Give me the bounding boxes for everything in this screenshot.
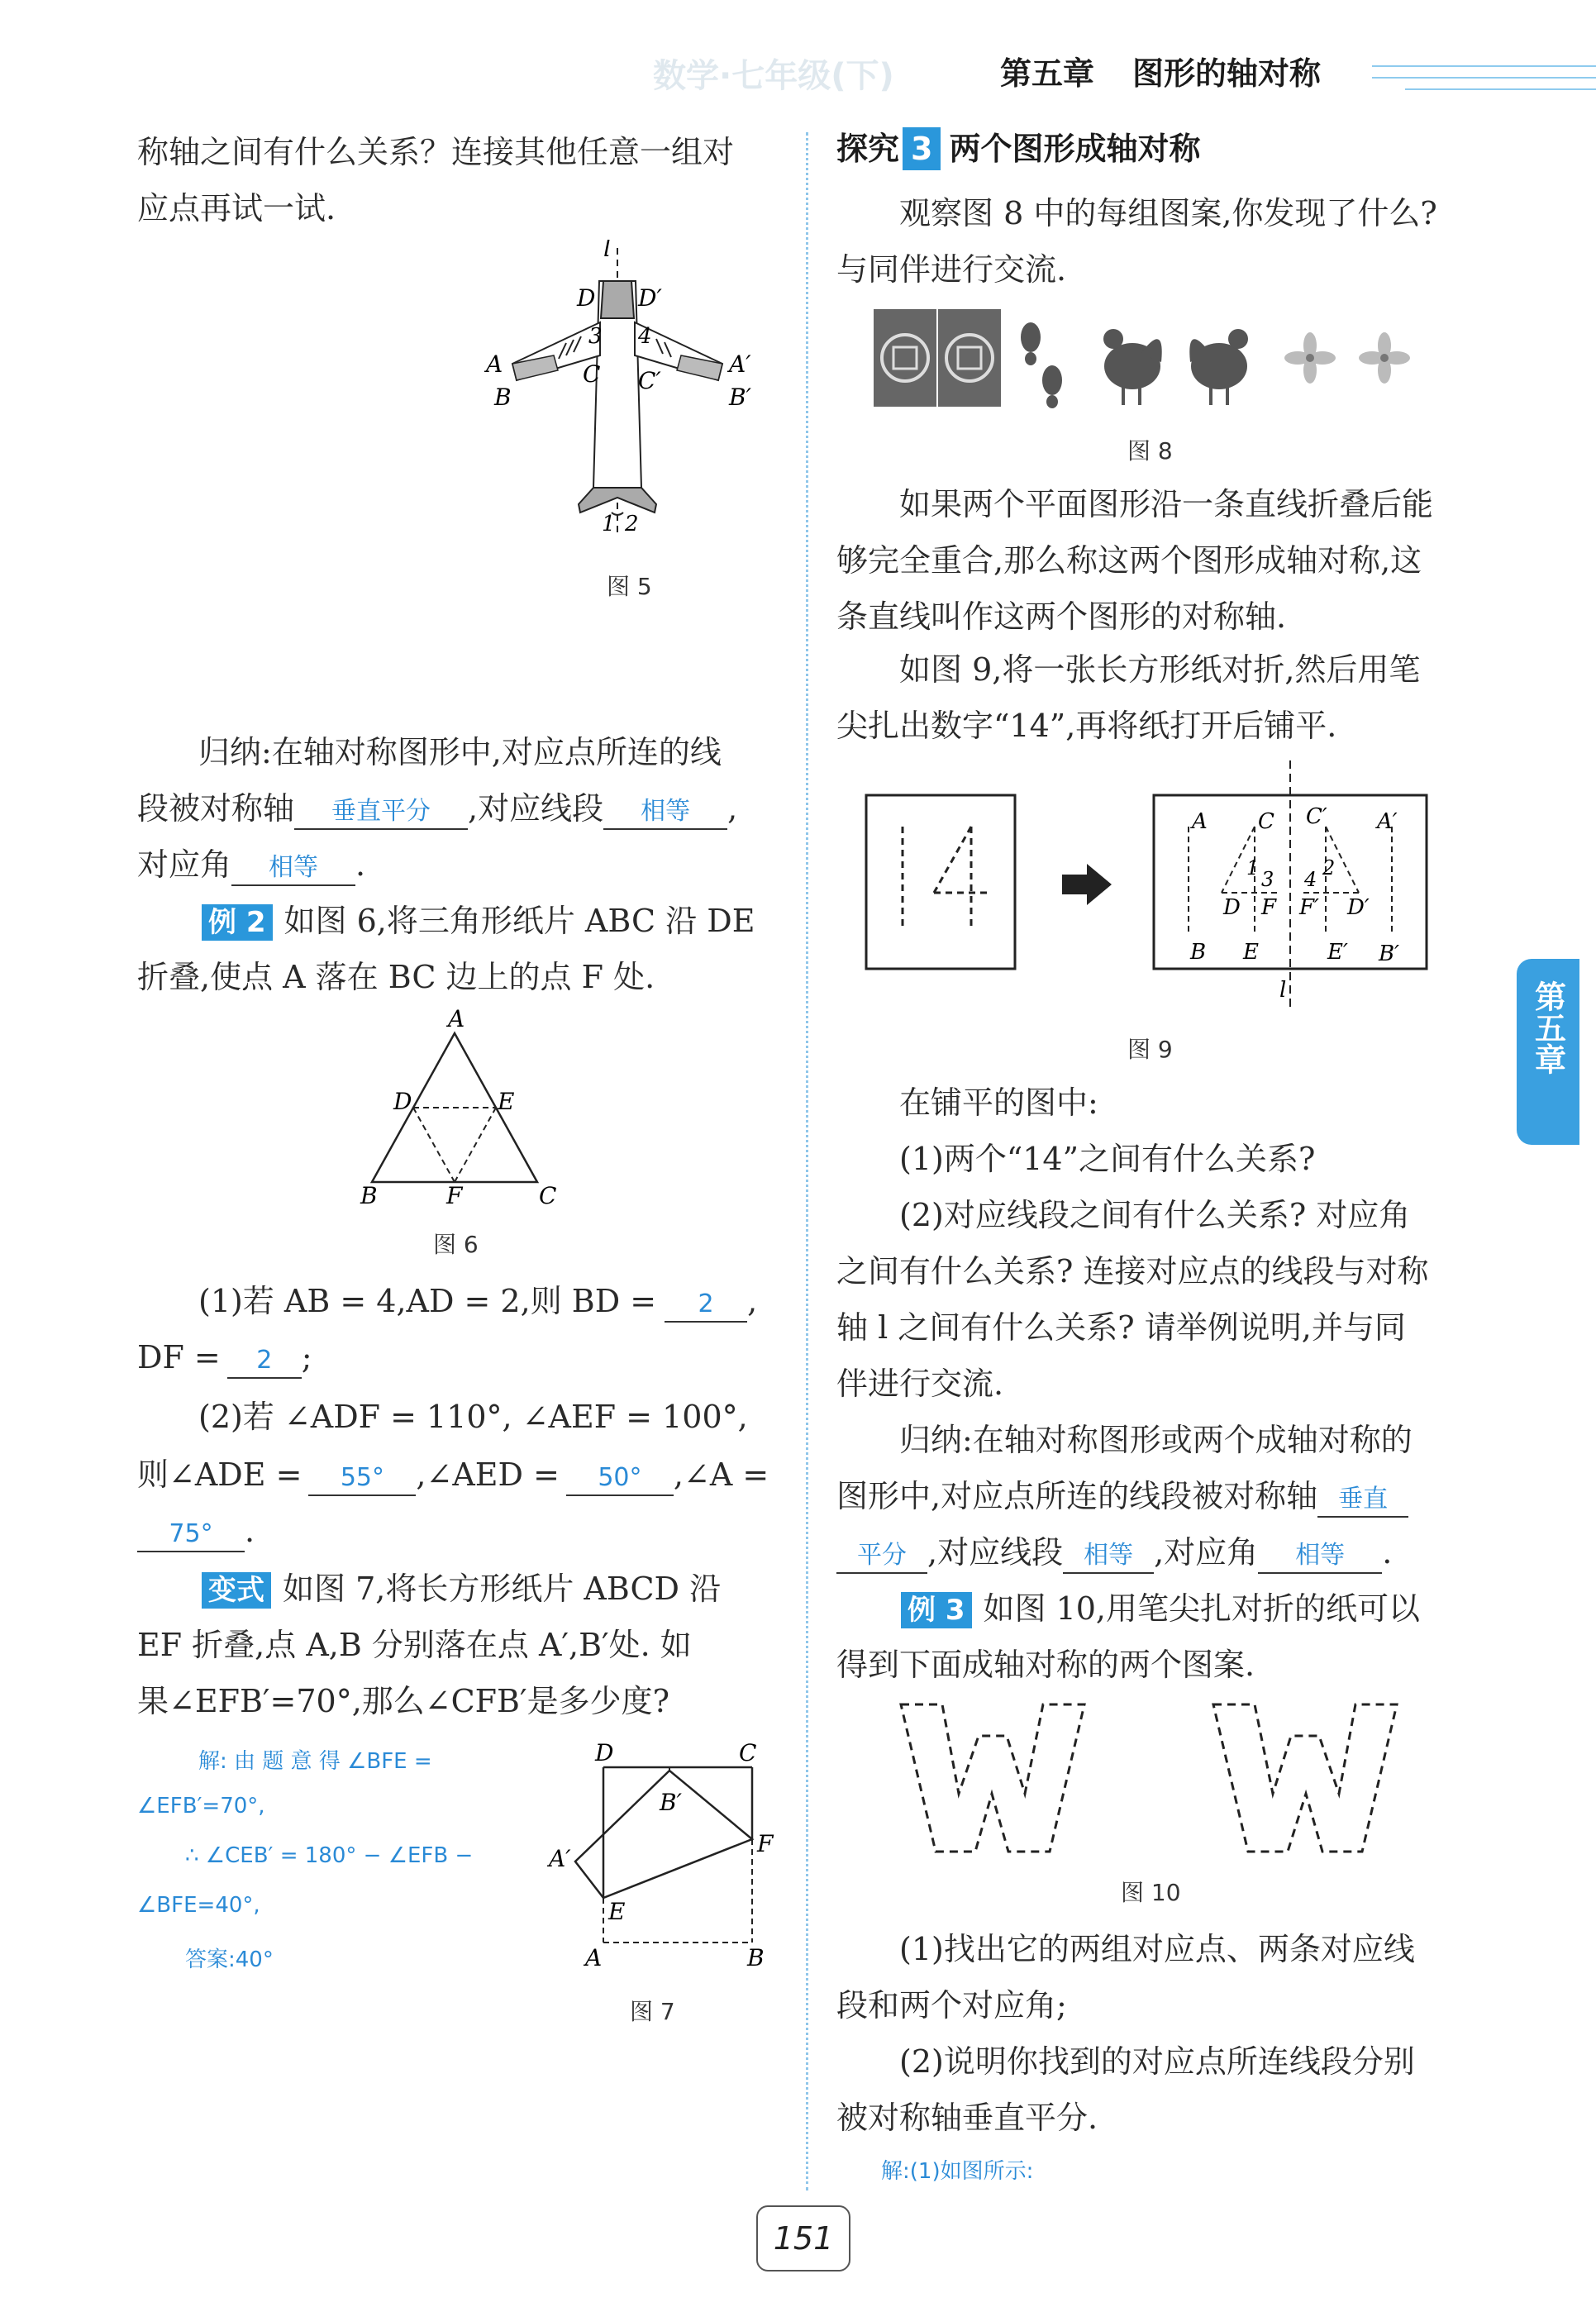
svg-text:A′: A′ [549, 1845, 571, 1872]
left-summary-line2 [137, 780, 737, 837]
figure-7-rectangle-fold [545, 1736, 785, 1976]
w-pattern-left [901, 1704, 1084, 1852]
right-q2-line4: 伴进行交流. [836, 1366, 1004, 1402]
svg-text:D: D [577, 284, 596, 312]
svg-text:B: B [360, 1182, 378, 1207]
example3-answer: 解:(1)如图所示: [881, 2159, 1034, 2184]
right-def-line1: 如果两个平面图形沿一条直线折叠后能 [899, 486, 1434, 522]
svg-text:C′: C′ [638, 367, 661, 394]
variant-text1: 如图 7,将长方形纸片 ABCD 沿 [283, 1571, 722, 1607]
svg-text:B: B [494, 384, 512, 411]
header-bar [0, 0, 1596, 116]
w-pattern-right [1213, 1704, 1397, 1852]
figure-10-w-patterns [893, 1695, 1422, 1860]
svg-text:F: F [1261, 895, 1277, 920]
variant-line2: EF 折叠,点 A,B 分别落在点 A′,B′处. 如 [137, 1627, 692, 1663]
svg-text:A: A [486, 350, 503, 378]
svg-text:A′: A′ [729, 350, 751, 378]
svg-text:B′: B′ [1379, 941, 1400, 966]
example2-q1-line2 [137, 1329, 312, 1385]
figure-7-caption: 图 7 [630, 1998, 675, 2025]
chapter-side-tab-text: 第五章 [1529, 980, 1566, 1075]
figure-6-triangle [355, 1008, 570, 1207]
right-summary-line2 [836, 1468, 1408, 1524]
svg-text:2: 2 [625, 512, 639, 536]
variant-solution-answer: 答案:40° [185, 1947, 274, 1972]
right-q2-line2: 之间有什么关系? 连接对应点的线段与对称 [836, 1253, 1429, 1289]
left-summary-line3-end: . [355, 846, 366, 883]
footprints [1021, 322, 1062, 408]
example2-q2-line3 [137, 1503, 255, 1559]
right-summary-blank-segments: 相等 [1063, 1539, 1154, 1574]
example3-line2: 得到下面成轴对称的两个图案. [836, 1647, 1255, 1683]
variant-solution-line3: ∴ ∠CEB′ = 180° − ∠EFB − [185, 1843, 474, 1868]
svg-text:C: C [583, 360, 601, 388]
svg-text:4: 4 [638, 324, 652, 349]
right-p2-line2: 尖扎出数字“14”,再将纸打开后铺平. [836, 708, 1337, 744]
figure-5-airplane [479, 240, 793, 546]
flower-right [1359, 332, 1410, 384]
svg-text:D′: D′ [638, 284, 662, 312]
right-q2-line1: (2)对应线段之间有什么关系? 对应角 [899, 1197, 1411, 1233]
example2-q2-line1: (2)若 ∠ADF = 110°, ∠AEF = 100°, [198, 1399, 748, 1435]
example2-q1-line2-end: ; [301, 1339, 312, 1375]
example3-q1-line1: (1)找出它的两组对应点、两条对应线 [899, 1931, 1415, 1967]
svg-text:D: D [393, 1088, 412, 1115]
variant-tag: 变式 [202, 1572, 271, 1609]
svg-text:l: l [603, 240, 611, 262]
variant-solution-line4: ∠BFE=40°, [137, 1893, 260, 1918]
header-series: 数学·七年级(下) [653, 57, 894, 95]
example2-blank-a: 75° [137, 1518, 245, 1552]
right-def-line2: 够完全重合,那么称这两个图形成轴对称,这 [836, 542, 1422, 579]
example3-q1-line2: 段和两个对应角; [836, 1987, 1067, 2024]
explore-tag: 探究 [836, 131, 900, 167]
right-summary-line3 [836, 1524, 1392, 1580]
left-summary-line3 [137, 837, 365, 893]
example2-q1-end: , [747, 1283, 758, 1319]
right-q-intro: 在铺平的图中: [899, 1084, 1098, 1121]
svg-text:1: 1 [1246, 856, 1260, 880]
page-number: 151 [773, 2220, 834, 2257]
page-number-box [756, 2205, 850, 2271]
figure-8-caption: 图 8 [1127, 437, 1173, 465]
example2-q1-text: (1)若 AB = 4,AD = 2,则 BD = [198, 1283, 657, 1319]
svg-text:E′: E′ [1327, 940, 1348, 965]
left-summary-blank-segments: 相等 [603, 795, 727, 830]
svg-text:B′: B′ [729, 384, 751, 411]
figure-8-patterns [872, 304, 1434, 412]
svg-text:B′: B′ [660, 1789, 682, 1816]
figure-9-caption: 图 9 [1127, 1036, 1173, 1063]
svg-text:F: F [446, 1182, 463, 1207]
svg-text:3: 3 [1261, 868, 1274, 891]
svg-text:E: E [498, 1088, 515, 1115]
explore-title: 两个图形成轴对称 [949, 131, 1201, 167]
right-summary-blank-angles: 相等 [1258, 1539, 1382, 1574]
svg-text:D: D [595, 1739, 614, 1766]
right-q1: (1)两个“14”之间有什么关系? [899, 1141, 1316, 1177]
figure-10-caption: 图 10 [1121, 1879, 1181, 1906]
svg-text:F: F [757, 1830, 774, 1857]
svg-text:C′: C′ [1306, 804, 1327, 829]
rooster-left [1103, 329, 1162, 405]
svg-text:3: 3 [588, 324, 603, 349]
header-decoration-lines [1372, 50, 1596, 99]
chapter-side-tab [1517, 959, 1579, 1145]
svg-text:A: A [1192, 809, 1208, 834]
example3-line1 [901, 1580, 1420, 1637]
figure-5-caption: 图 5 [607, 573, 652, 600]
column-divider [806, 132, 808, 2190]
example2-q1-df-label: DF = [137, 1339, 221, 1375]
svg-text:D: D [1223, 895, 1241, 920]
right-summary-blank-perpendicular-a: 垂直 [1317, 1483, 1408, 1518]
example3-q2-line2: 被对称轴垂直平分. [836, 2100, 1098, 2136]
example2-line1 [202, 893, 755, 949]
left-summary-blank-angles: 相等 [231, 851, 355, 886]
arrow-right-icon [1062, 864, 1112, 905]
example2-text1: 如图 6,将三角形纸片 ABC 沿 DE [283, 903, 755, 939]
example2-tag: 例 2 [202, 904, 273, 941]
left-summary-line1: 归纳:在轴对称图形中,对应点所连的线 [198, 734, 722, 770]
example2-blank-aed: 50° [566, 1461, 674, 1496]
example3-tag: 例 3 [901, 1592, 972, 1628]
example2-q2-aed-label: ,∠AED = [416, 1456, 560, 1493]
right-p2-line1: 如图 9,将一张长方形纸对折,然后用笔 [899, 651, 1421, 688]
right-q2-line3: 轴 l 之间有什么关系? 请举例说明,并与同 [836, 1309, 1406, 1346]
left-summary-line2-mid: ,对应线段 [468, 790, 604, 827]
left-summary-line2-end: , [727, 790, 738, 827]
flower-left [1284, 332, 1336, 384]
right-summary-line3-end: . [1382, 1534, 1393, 1571]
right-summary-blank-perpendicular-b: 平分 [836, 1539, 927, 1574]
svg-text:B: B [747, 1944, 765, 1971]
right-summary-line2-pre: 图形中,对应点所连的线段被对称轴 [836, 1478, 1318, 1514]
left-intro-line1: 称轴之间有什么关系？连接其他任意一组对 [137, 134, 735, 170]
left-summary-line2-pre: 段被对称轴 [137, 790, 295, 827]
example2-blank-ade: 55° [308, 1461, 416, 1496]
svg-text:l: l [1279, 978, 1287, 1003]
example2-blank-df: 2 [227, 1344, 302, 1379]
variant-line1 [202, 1561, 721, 1617]
svg-text:F′: F′ [1299, 895, 1319, 920]
right-p1-line1: 观察图 8 中的每组图案,你发现了什么? [899, 195, 1437, 231]
explore-heading [836, 127, 1200, 170]
example2-line2: 折叠,使点 A 落在 BC 边上的点 F 处. [137, 959, 655, 995]
right-summary-line3-mid2: ,对应角 [1154, 1534, 1259, 1571]
svg-text:4: 4 [1304, 868, 1317, 891]
example2-q1-line1 [198, 1273, 757, 1329]
right-p1-line2: 与同伴进行交流. [836, 251, 1067, 288]
svg-text:A: A [585, 1944, 603, 1971]
example2-q2-line2 [137, 1447, 769, 1503]
left-summary-line3-pre: 对应角 [137, 846, 232, 883]
svg-text:A′: A′ [1377, 809, 1398, 834]
variant-solution-line1: 解: 由 题 意 得 ∠BFE = [198, 1749, 432, 1774]
left-intro-line2: 应点再试一试. [137, 190, 336, 226]
variant-solution-line2: ∠EFB′=70°, [137, 1794, 265, 1819]
header-chapter-title: 图形的轴对称 [1132, 55, 1322, 92]
example3-text1: 如图 10,用笔尖扎对折的纸可以 [983, 1590, 1421, 1627]
svg-text:A: A [448, 1008, 465, 1032]
svg-text:E: E [1243, 940, 1259, 965]
svg-text:2: 2 [1322, 856, 1336, 880]
header-chapter: 第五章 [1000, 55, 1095, 92]
left-summary-blank-perpendicular: 垂直平分 [294, 795, 468, 830]
example2-q2-a-label: ,∠A = [673, 1456, 769, 1493]
right-summary-line3-mid: ,对应线段 [927, 1534, 1064, 1571]
figure-9-fold-14 [860, 760, 1479, 1008]
svg-text:C: C [739, 1739, 757, 1766]
rooster-right [1189, 329, 1248, 405]
svg-text:C: C [539, 1182, 557, 1207]
variant-line3: 果∠EFB′=70°,那么∠CFB′是多少度? [137, 1683, 669, 1719]
example2-blank-bd: 2 [665, 1288, 747, 1323]
svg-text:1: 1 [602, 512, 616, 536]
example2-q2-line3-end: . [245, 1513, 255, 1549]
svg-text:D′: D′ [1347, 895, 1370, 920]
svg-text:B: B [1190, 940, 1207, 965]
right-def-line3: 条直线叫作这两个图形的对称轴. [836, 598, 1287, 635]
explore-number: 3 [903, 127, 941, 170]
example2-q2-ade-label: 则∠ADE = [137, 1456, 303, 1493]
example3-q2-line1: (2)说明你找到的对应点所连线段分别 [899, 2043, 1415, 2080]
svg-text:E: E [608, 1898, 626, 1925]
right-summary-line1: 归纳:在轴对称图形或两个成轴对称的 [899, 1422, 1413, 1458]
figure-6-caption: 图 6 [433, 1231, 479, 1258]
svg-text:C: C [1258, 809, 1274, 834]
